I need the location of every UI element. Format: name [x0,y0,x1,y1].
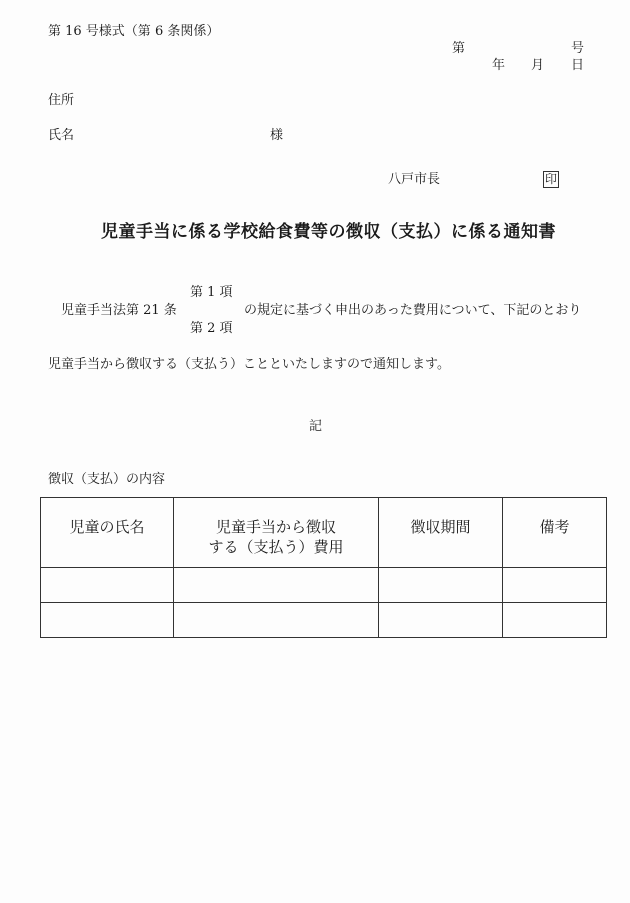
content-table [40,497,607,638]
header-remarks-label: 備考 [539,518,570,536]
ki-marker: 記 [309,419,323,434]
header-period-label: 徴収期間 [410,518,471,536]
table-row [41,603,607,638]
header-fee [174,498,379,568]
body-line1-rest: の規定に基づく申出のあった費用について、下記のとおり [244,303,582,318]
date-month: 月 [531,58,545,73]
header-child-name [41,498,174,568]
table-cell [174,603,379,638]
doc-number-prefix: 第 [452,41,466,56]
issuer: 八戸市長 [388,172,441,187]
header-fee-line2: する（支払う）費用 [208,538,344,556]
table-header-row [41,498,607,568]
header-period [379,498,503,568]
clause-2: 第 2 項 [190,321,233,336]
table-cell [379,568,503,603]
body-line2: 児童手当から徴収する（支払う）ことといたしますので通知します。 [48,357,450,372]
form-number: 第 16 号様式（第 6 条関係） [48,24,220,39]
table-cell [174,568,379,603]
table-cell [503,603,607,638]
seal-stamp: 印 [545,172,558,186]
header-fee-line1: 児童手当から徴収 [215,518,336,536]
date-day: 日 [571,58,585,73]
page-title: 児童手当に係る学校給食費等の徴収（支払）に係る通知書 [101,222,556,242]
table-row [41,568,607,603]
table-cell [41,568,174,603]
law-reference: 児童手当法第 21 条 [61,303,177,318]
clause-1: 第 1 項 [190,285,233,300]
address-label: 住所 [48,93,75,108]
doc-number-suffix: 号 [571,41,585,56]
honorific: 様 [270,128,284,143]
table-cell [503,568,607,603]
table-cell [41,603,174,638]
section-label: 徴収（支払）の内容 [48,472,166,487]
header-remarks [503,498,607,568]
header-fee-label [174,498,378,557]
name-label: 氏名 [48,128,75,143]
header-child-name-label: 児童の氏名 [69,518,145,536]
table-cell [379,603,503,638]
date-year: 年 [492,58,506,73]
